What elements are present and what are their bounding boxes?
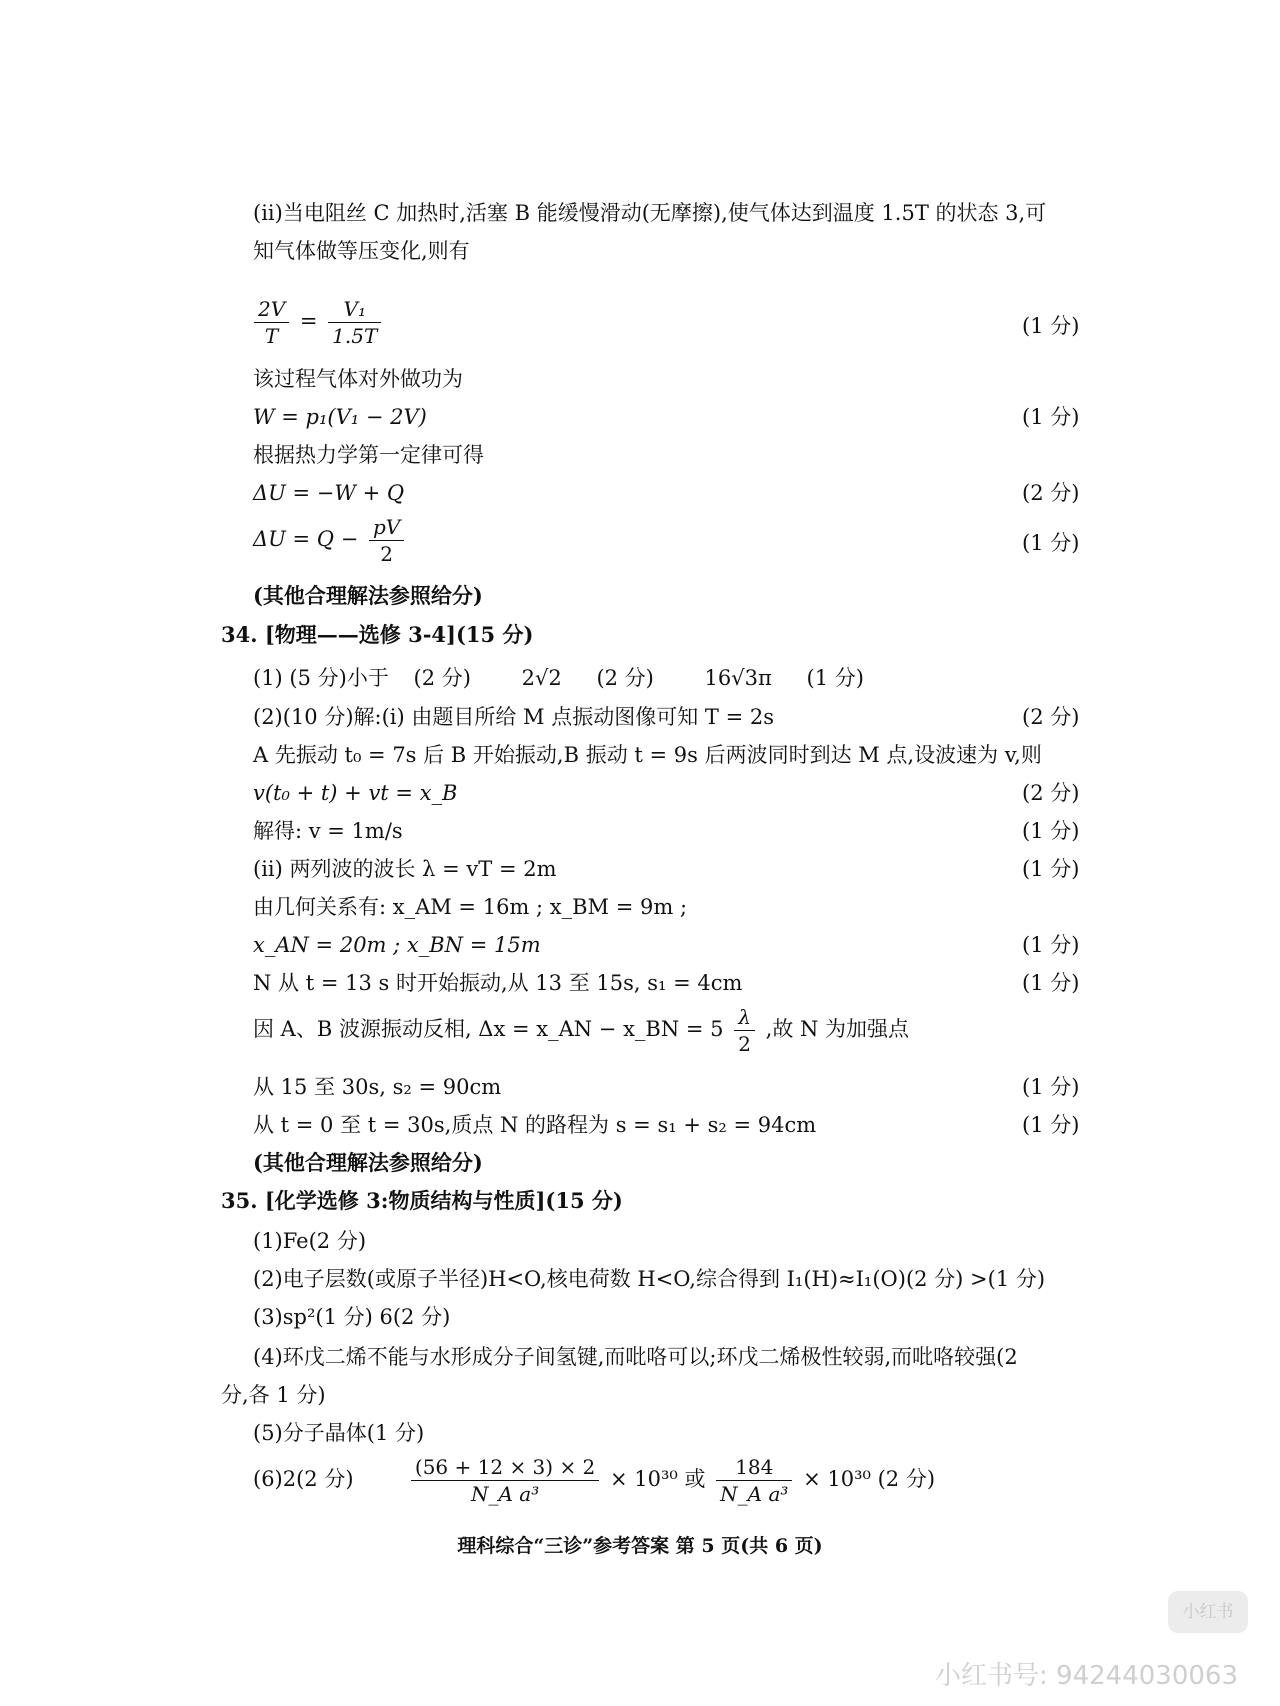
fraction-denominator: 2 [738,1032,751,1056]
score-mark: (1 分) [1022,1113,1080,1137]
fraction [369,516,404,565]
s33-work-label: 该过程气体对外做功为 [253,367,463,391]
s35-q5: (5)分子晶体(1 分) [253,1421,425,1445]
fraction [734,1006,755,1055]
s33-equation-1: $\frac{2V}{T}$ = $\frac{\text{V₁}}{1.5T}$ [250,298,385,347]
s34-part-2: (2)(10 分)解:(i) 由题目所给 M 点振动图像可知 T = 2s [253,705,774,729]
score-mark: (2 分) [1022,481,1080,505]
fraction-numerator: (56 + 12 × 3) × 2 [411,1456,599,1481]
fraction [328,298,381,347]
s33-equation-2: W = p₁(V₁ − 2V) [253,405,427,429]
equation-text: ΔU = Q − [253,527,359,551]
s34-line-5: 解得: v = 1m/s [253,819,403,843]
s33-intro-line-2: 知气体做等压变化,则有 [253,239,470,263]
answer-text: (6)2(2 分) [253,1467,354,1491]
answer-text: × 10³⁰ (2 分) [803,1467,936,1491]
score-mark: (2 分) [1022,705,1080,729]
fraction-numerator: λ [734,1006,755,1031]
answer-score: (2 分) [596,666,654,690]
score-mark: (1 分) [1022,971,1080,995]
answer-text: × 10³⁰ 或 [609,1467,706,1491]
s34-line-12: 从 t = 0 至 t = 30s,质点 N 的路程为 s = s₁ + s₂ = 94cm [253,1113,817,1137]
equation-text: ,故 N 为加强点 [765,1017,910,1041]
s34-line-11: 从 15 至 30s, s₂ = 90cm [253,1075,502,1099]
answer-score: (1 分) [806,666,864,690]
fraction-denominator: N_A a³ [470,1482,540,1506]
score-mark: (1 分) [1022,405,1080,429]
fraction-numerator: pV [369,516,404,541]
fraction [411,1456,599,1505]
answer-score: (2 分) [413,666,471,690]
fraction-denominator: N_A a³ [720,1482,789,1506]
fraction-numerator: V₁ [328,298,381,323]
s35-q1: (1)Fe(2 分) [253,1229,367,1253]
s34-note: (其他合理解法参照给分) [253,1150,483,1175]
score-mark: (1 分) [1022,857,1080,881]
score-mark: (1 分) [1022,819,1080,843]
s34-heading: 34. [物理——选修 3-4](15 分) [221,622,534,647]
answer-text: (1) (5 分)小于 [253,666,389,690]
fraction [716,1456,792,1505]
s33-law-label: 根据热力学第一定律可得 [253,443,484,467]
watermark-logo: 小红书 [1168,1591,1248,1633]
s34-line-8: x_AN = 20m ; x_BN = 15m [253,933,541,957]
s34-line-10 [253,1006,909,1055]
fraction [254,298,289,347]
score-mark: (1 分) [1022,531,1080,555]
s35-q3: (3)sp²(1 分) 6(2 分) [253,1305,451,1329]
fraction-denominator: T [264,324,279,348]
s34-line-9: N 从 t = 13 s 时开始振动,从 13 至 15s, s₁ = 4cm [253,971,743,995]
s33-note: (其他合理解法参照给分) [253,583,483,608]
s35-q4-line-1: (4)环戊二烯不能与水形成分子间氢键,而吡咯可以;环戊二烯极性较弱,而吡咯较强(2 [253,1345,1018,1369]
answer-value: 2√2 [521,666,562,690]
s34-line-7: 由几何关系有: x_AM = 16m ; x_BM = 9m ; [253,895,688,919]
s34-line-4: v(t₀ + t) + vt = x_B [253,781,458,805]
fraction-numerator: 2V [254,298,289,323]
equation-text: 因 A、B 波源振动反相, Δx = x_AN − x_BN = 5 [253,1017,724,1041]
s35-heading: 35. [化学选修 3:物质结构与性质](15 分) [221,1188,623,1213]
page-footer: 理科综合“三诊”参考答案 第 5 页(共 6 页) [457,1535,823,1557]
s34-line-3: A 先振动 t₀ = 7s 后 B 开始振动,B 振动 t = 9s 后两波同时到达 M 点,设波速为 v,则 [253,743,1042,767]
fraction-denominator: 1.5T [332,324,378,348]
s33-intro-line-1: (ii)当电阻丝 C 加热时,活塞 B 能缓慢滑动(无摩擦),使气体达到温度 1.5T 的状态 3,可 [253,201,1047,225]
s33-equation-4 [253,516,408,565]
score-mark: (1 分) [1022,1075,1080,1099]
score-mark: (1 分) [1022,314,1080,338]
answer-value: 16√3π [704,666,772,690]
s34-line-6: (ii) 两列波的波长 λ = vT = 2m [253,857,557,881]
fraction-numerator: 184 [716,1456,792,1481]
s35-q4-line-2: 分,各 1 分) [221,1383,326,1407]
s35-q2: (2)电子层数(或原子半径)H<O,核电荷数 H<O,综合得到 I₁(H)≈I₁(O)(2 分) >(1 分) [253,1267,1046,1291]
s34-part-1 [253,665,864,691]
score-mark: (1 分) [1022,933,1080,957]
score-mark: (2 分) [1022,781,1080,805]
s35-q6 [253,1456,935,1505]
fraction-denominator: 2 [380,542,393,566]
watermark-text: 小红书号: 94244030063 [935,1661,1238,1691]
s33-equation-3: ΔU = −W + Q [253,481,405,505]
